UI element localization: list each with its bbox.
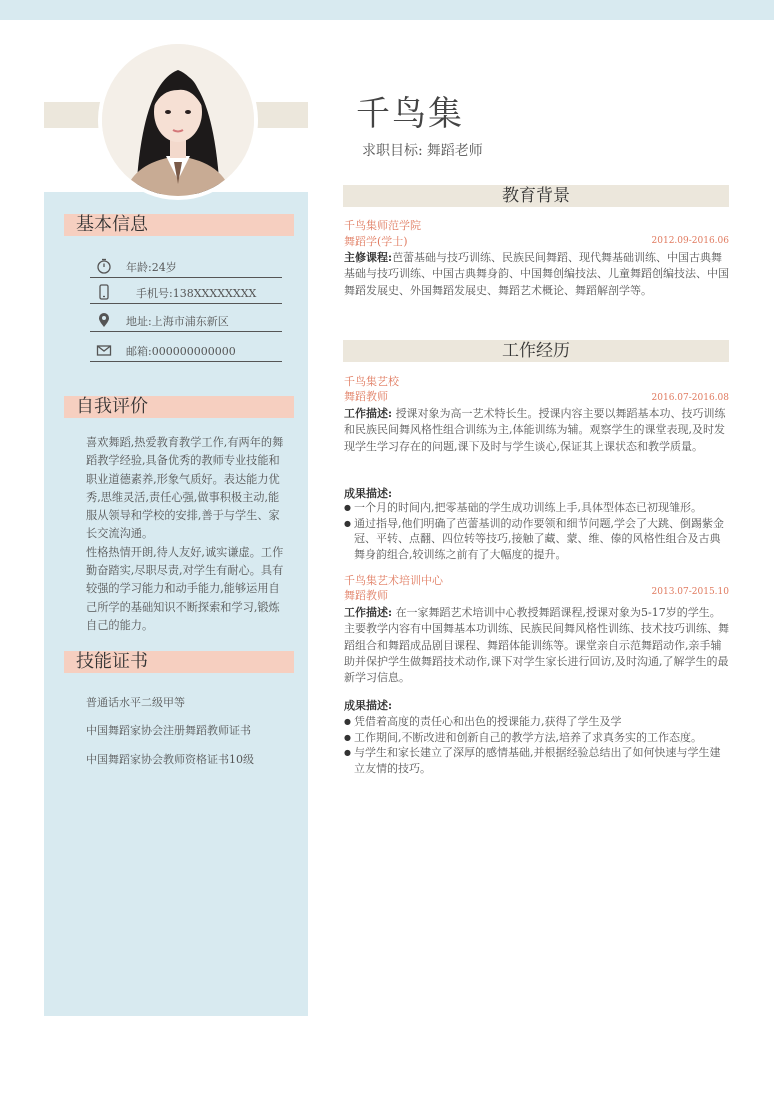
objective-label: 求职目标: <box>362 143 423 159</box>
job-date: 2013.07-2015.10 <box>651 587 729 597</box>
job-desc-text: 授课对象为高一艺术特长生。授课内容主要以舞蹈基本功、技巧训练和民族民间舞风格性组合训练为主,体能训练为辅。观察学生的课堂表现,及时发现学生学习存在的问题,课下及时与学生谈心,保证其上课状态和教学质量。 <box>344 407 726 453</box>
job-desc-label: 工作描述: <box>344 606 393 619</box>
job-role: 舞蹈教师 <box>344 589 388 602</box>
achievements-list <box>344 714 730 776</box>
job-description <box>344 605 730 686</box>
phone-icon <box>96 284 112 300</box>
candidate-name: 千鸟集 <box>356 94 464 134</box>
age-value: 年龄:24岁 <box>126 261 177 274</box>
list-item: ● 通过指导,他们明确了芭蕾基训的动作要领和细节问题,学会了大跳、倒踢紫金冠、平转、点翻、四位转等技巧,接触了藏、蒙、维、傣的风格性组合及古典舞身韵组合,较训练之前有了大幅度的提升。 <box>344 516 730 563</box>
objective-value: 舞蹈老师 <box>426 143 483 159</box>
courses-text: 芭蕾基础与技巧训练、民族民间舞蹈、现代舞基础训练、中国古典舞基础与技巧训练、中国古典舞身韵、中国舞创编技法、儿童舞蹈创编技法、中国舞蹈发展史、外国舞蹈发展史、舞蹈艺术概论、舞蹈解剖学等。 <box>344 251 729 297</box>
phone-row <box>90 282 282 304</box>
job-desc-label: 工作描述: <box>344 407 393 420</box>
list-item: ● 与学生和家长建立了深厚的感情基础,并根据经验总结出了如何快速与学生建立友情的技巧。 <box>344 745 730 776</box>
mail-icon <box>96 342 112 358</box>
skill-item: 中国舞蹈家协会教师资格证书10级 <box>86 753 254 766</box>
email-row <box>90 340 282 362</box>
section-education: 教育背景 <box>343 185 729 207</box>
address-row <box>90 310 282 332</box>
job-description <box>344 406 730 455</box>
job-org: 千鸟集艺术培训中心 <box>344 574 443 587</box>
achievements-label: 成果描述: <box>344 699 393 712</box>
courses-label: 主修课程: <box>344 251 393 264</box>
phone-value: 手机号:138XXXXXXXX <box>136 287 257 300</box>
job-org: 千鸟集艺校 <box>344 375 399 388</box>
list-item: ● 工作期间,不断改进和创新自己的教学方法,培养了求真务实的工作态度。 <box>344 730 730 746</box>
section-basic-info: 基本信息 <box>64 214 294 236</box>
education-courses <box>344 250 730 299</box>
self-evaluation <box>86 434 290 635</box>
education-date: 2012.09-2016.06 <box>651 236 729 246</box>
avatar <box>102 44 254 196</box>
job-objective <box>362 140 487 160</box>
section-self-eval: 自我评价 <box>64 396 294 418</box>
section-work: 工作经历 <box>343 340 729 362</box>
achievements-list <box>344 500 730 562</box>
achievements-label: 成果描述: <box>344 487 393 500</box>
job-date: 2016.07-2016.08 <box>651 393 729 403</box>
address-value: 地址:上海市浦东新区 <box>126 315 229 328</box>
skill-item: 中国舞蹈家协会注册舞蹈教师证书 <box>86 724 251 737</box>
list-item: ● 凭借着高度的责任心和出色的授课能力,获得了学生及学 <box>344 714 730 730</box>
age-row <box>90 256 282 278</box>
profile-photo-frame <box>98 40 258 200</box>
stopwatch-icon <box>96 258 112 274</box>
location-pin-icon <box>96 312 112 328</box>
list-item: ● 一个月的时间内,把零基础的学生成功训练上手,具体型体态已初现雏形。 <box>344 500 730 516</box>
skill-item: 普通话水平二级甲等 <box>86 696 185 709</box>
email-value: 邮箱:000000000000 <box>126 345 236 358</box>
job-role: 舞蹈教师 <box>344 390 388 403</box>
education-major: 舞蹈学(学士) <box>344 235 408 248</box>
education-school: 千鸟集师范学院 <box>344 219 421 232</box>
self-eval-paragraph: 性格热情开朗,待人友好,诚实谦虚。工作勤奋踏实,尽职尽责,对学生有耐心。具有较强的学习能力和动手能力,能够运用自己所学的基础知识不断探索和学习,锻炼自己的能力。 <box>86 545 284 632</box>
job-desc-text: 在一家舞蹈艺术培训中心教授舞蹈课程,授课对象为5-17岁的学生。主要教学内容有中国舞基本功训练、民族民间舞风格性训练、技术技巧训练、舞蹈组合和舞蹈成品剧目课程、舞蹈体能训练等。课堂亲自示范舞蹈动作,亲手辅助并保护学生做舞蹈技术动作,课下对学生家长进行回访,及时沟通,了解学生的最新学习信息。 <box>344 606 729 685</box>
section-skills: 技能证书 <box>64 651 294 673</box>
top-strip <box>0 0 774 20</box>
self-eval-paragraph: 喜欢舞蹈,热爱教育教学工作,有两年的舞蹈教学经验,具备优秀的教师专业技能和职业道德素养,形象气质好。表达能力优秀,思维灵活,责任心强,做事积极主动,能服从领导和学校的安排,善于与学生、家长交流沟通。 <box>86 436 284 541</box>
